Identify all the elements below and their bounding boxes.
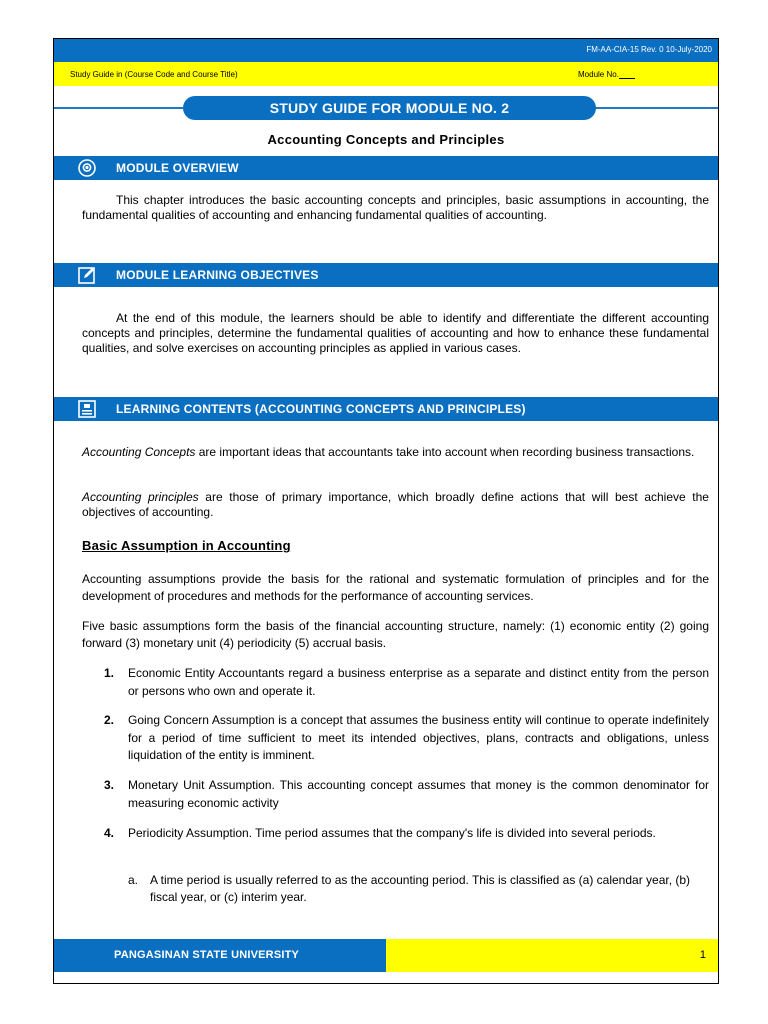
sub-list-item-text: A time period is usually referred to as the accounting period. This is classified as (a) calendar year, (b) fiscal year, or (c) interim year. [150, 873, 691, 904]
section-contents-label: LEARNING CONTENTS (ACCOUNTING CONCEPTS AND PRINCIPLES) [116, 402, 526, 416]
objectives-text: At the end of this module, the learners should be able to identify and differentiate the different accounting concepts and principles, determine the fundamental qualities of accounting and how to enhance these fundamental qualities, and solve exercises on accounting principles as applied in various cases. [82, 311, 709, 355]
list-item-number: 2. [104, 713, 115, 727]
document-icon [78, 400, 96, 418]
concepts-term: Accounting Concepts [82, 445, 196, 459]
list-item-number: 4. [104, 826, 115, 840]
page-title: STUDY GUIDE FOR MODULE NO. 2 [183, 96, 596, 120]
assumptions-paragraph-1: Accounting assumptions provide the basis for the rational and systematic formulation of principles and for the development of procedures and methods for the performance of accounting services. [82, 572, 709, 603]
footer-page-bar [386, 939, 718, 972]
list-item-number: 1. [104, 666, 115, 680]
list-item-number: 3. [104, 778, 115, 792]
assumptions-paragraph-2: Five basic assumptions form the basis of the financial accounting structure, namely: (1) economic entity (2) going forward (3) monetary unit (4) periodicity (5) accrual basis. [82, 619, 709, 650]
sub-list-item-letter: a. [128, 873, 139, 887]
overview-text: This chapter introduces the basic accounting concepts and principles, basic assumptions in accounting, the fundamental qualities of accounting and enhancing fundamental qualities of accounting. [82, 193, 709, 222]
principles-term: Accounting principles [82, 490, 199, 504]
principles-definition [82, 490, 709, 520]
list-item-text: Economic Entity Accountants regard a business enterprise as a separate and distinct entity from the person or persons who own and operate it. [128, 666, 709, 698]
principles-rest: are those of primary importance, which broadly define actions that will best achieve the objectives of accounting. [82, 490, 709, 519]
basic-assumption-heading: Basic Assumption in Accounting [82, 538, 291, 553]
module-no [578, 70, 635, 79]
section-objectives-label: MODULE LEARNING OBJECTIVES [116, 268, 319, 282]
concepts-rest: are important ideas that accountants take into account when recording business transactions. [195, 445, 695, 459]
footer-university-bar [54, 939, 386, 972]
section-overview [54, 156, 718, 180]
module-no-blank [619, 70, 635, 79]
study-guide-label: Study Guide in (Course Code and Course Title) [70, 70, 238, 79]
list-item-text: Going Concern Assumption is a concept that assumes the business entity will continue to operate indefinitely for a period of time sufficient to meet its intended objectives, plans, contracts and obligations, unless liquidation of the entity is imminent. [128, 713, 709, 762]
university-name: PANGASINAN STATE UNIVERSITY [114, 949, 300, 961]
section-contents [54, 397, 718, 421]
edit-icon [78, 266, 96, 284]
module-no-label: Module No. [578, 70, 619, 79]
search-icon [78, 159, 96, 177]
page-number: 1 [699, 949, 706, 961]
section-overview-label: MODULE OVERVIEW [116, 161, 239, 175]
list-item-text: Monetary Unit Assumption. This accounting concept assumes that money is the common denominator for measuring economic activity [128, 778, 709, 810]
form-code: FM-AA-CIA-15 Rev. 0 10-July-2020 [586, 45, 712, 54]
module-subtitle: Accounting Concepts and Principles [267, 132, 505, 147]
header-info-bar [54, 62, 718, 86]
list-item-text: Periodicity Assumption. Time period assumes that the company's life is divided into several periods. [128, 826, 656, 840]
section-objectives [54, 263, 718, 287]
concepts-definition [82, 445, 709, 460]
header-bar [54, 39, 718, 62]
